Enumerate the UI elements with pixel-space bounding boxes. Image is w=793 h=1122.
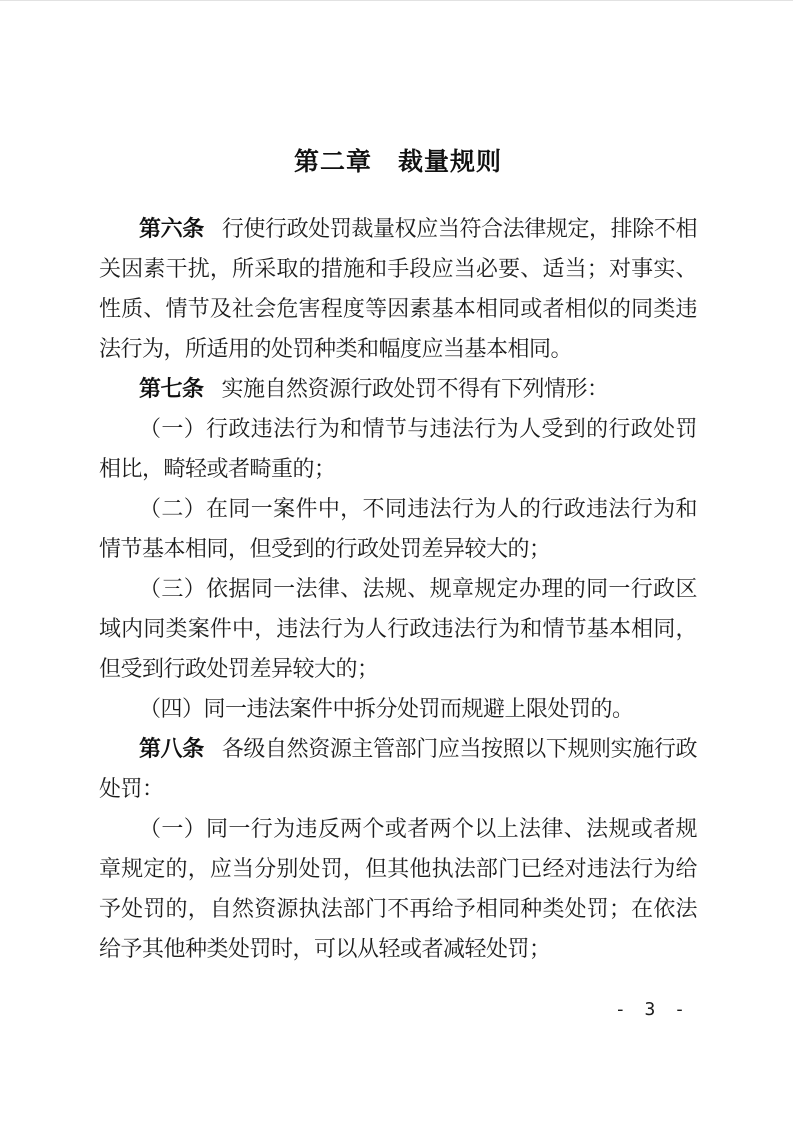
article-8-label: 第八条 xyxy=(139,736,204,761)
paragraph-text: 各级自然资源主管部门应当按照以下规则实施行政处罚： xyxy=(99,736,697,801)
paragraph-article-8 xyxy=(99,729,697,809)
paragraph-article-7-item-4 xyxy=(99,689,697,729)
paragraph-article-7-item-3 xyxy=(99,569,697,689)
paragraph-article-7 xyxy=(99,369,697,409)
paragraph-text: （一）行政违法行为和情节与违法行为人受到的行政处罚相比，畸轻或者畸重的； xyxy=(99,416,697,481)
paragraph-article-8-item-1 xyxy=(99,809,697,969)
paragraph-article-6 xyxy=(99,209,697,369)
paragraph-text: （一）同一行为违反两个或者两个以上法律、法规或者规章规定的，应当分别处罚，但其他执法部门已经对违法行为给予处罚的，自然资源执法部门不再给予相同种类处罚；在依法给予其他种类处罚时，可以从轻或者减轻处罚； xyxy=(99,816,697,961)
page-number: - 3 - xyxy=(614,999,689,1020)
document-content xyxy=(99,143,697,969)
paragraph-article-7-item-1 xyxy=(99,409,697,489)
paragraph-text: 行使行政处罚裁量权应当符合法律规定，排除不相关因素干扰，所采取的措施和手段应当必要、适当；对事实、性质、情节及社会危害程度等因素基本相同或者相似的同类违法行为，所适用的处罚种类和幅度应当基本相同。 xyxy=(99,216,697,361)
article-6-label: 第六条 xyxy=(139,216,204,241)
paragraph-article-7-item-2 xyxy=(99,489,697,569)
paragraph-text: （四）同一违法案件中拆分处罚而规避上限处罚的。 xyxy=(139,696,634,721)
article-7-label: 第七条 xyxy=(139,376,204,401)
paragraph-text: （三）依据同一法律、法规、规章规定办理的同一行政区域内同类案件中，违法行为人行政违法行为和情节基本相同，但受到行政处罚差异较大的； xyxy=(99,576,697,681)
paragraph-text: （二）在同一案件中，不同违法行为人的行政违法行为和情节基本相同，但受到的行政处罚差异较大的； xyxy=(99,496,697,561)
chapter-title: 第二章 裁量规则 xyxy=(293,148,502,176)
paragraph-text: 实施自然资源行政处罚不得有下列情形： xyxy=(221,376,609,401)
